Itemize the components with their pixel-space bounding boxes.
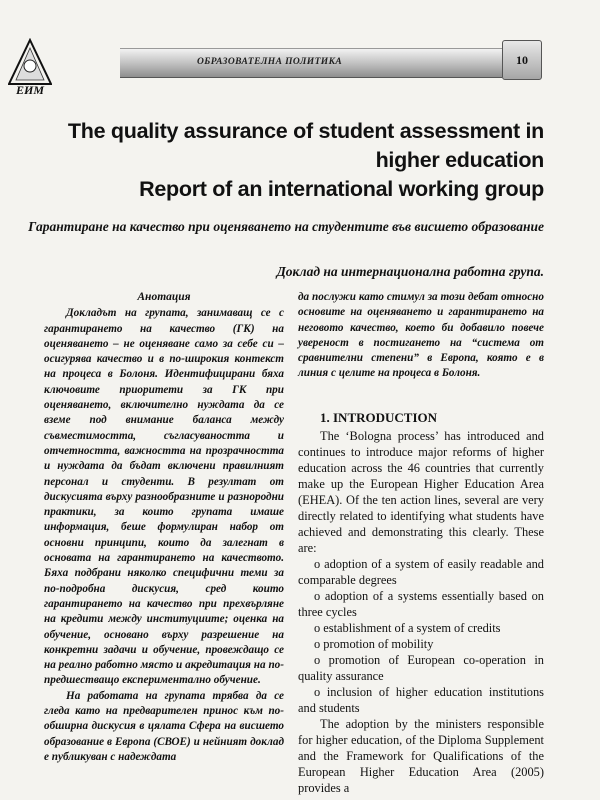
introduction-body	[298, 428, 544, 796]
abstract-paragraph: Докладът на групата, занимаващ се с гарантирането на качество (ГК) на оценяването – не оценяване само за себе си – осигурява качество и в по-широкия контекст на процеса в Болоня. Идентифицирани бяха ключовите приоритети за ГК при оценяването, включително нуждата да се вземе под внимание баланса между съвместимостта, съгласуваността и отчетността, важността на прозрачността и нуждата да бъдат включени правилният персонал и студенти. В резултат от дискусията върху разнообразните и разнородни практики, за които групата имаше информация, беше формулиран набор от основни принципи, които да залегнат в основата на гарантирането на качеството. Бяха подбрани няколко специфични теми за по-подробна дискусия, сред които гарантирането на качество при прехвърляне на кредити между институциите; оценка на обучение, основано върху разрешение на конкретни задачи и обучение, провеждащо се на реално работно място и акредитация на по-предшестващо експериментално обучение.	[44, 307, 284, 687]
journal-name: ОБРАЗОВАТЕЛНА ПОЛИТИКА	[197, 57, 343, 67]
intro-paragraph: The ‘Bologna process’ has introduced and continues to introduce major reforms of higher education across the 46 countries that currently make up the European Higher Education Area (EHEA). Of the ten action lines, several are very directly related to identifying what students have achieved and demonstrating this clearly. These are:	[298, 429, 544, 555]
page-number-tab	[502, 40, 542, 80]
title-line-3: Report of an international working group	[139, 177, 544, 201]
svg-text:ЕИМ: ЕИМ	[15, 83, 45, 96]
title-line-1: The quality assurance of student assessment in	[67, 119, 544, 143]
list-item: o inclusion of higher education institutions and students	[298, 685, 544, 715]
journal-header-bar	[120, 48, 502, 78]
list-item: o promotion of mobility	[314, 637, 434, 651]
title-line-2: higher education	[375, 148, 544, 172]
list-item: o promotion of European co-operation in quality assurance	[298, 653, 544, 683]
list-item: o establishment of a system of credits	[314, 621, 501, 635]
abstract-continuation-text: да послужи като стимул за този дебат относно основите на оценяването и гарантирането на неговото качество, което би добавило повече увереност в постигането на “система от сравнителни степени” в Европа, която е в линия с целите на процеса в Болоня.	[298, 291, 544, 380]
abstract-paragraph: На работата на групата трябва да се гледа като на предварителен принос към по-обширна дискусия в цялата Сфера на висшето образование в Европа (СВОЕ) и нейният доклад е публикуван с надеждата	[44, 689, 284, 763]
article-title	[24, 117, 544, 204]
abstract-heading: Анотация	[137, 291, 191, 303]
list-item: o adoption of a systems essentially based on three cycles	[298, 589, 544, 619]
article-subtitle-bg: Гарантиране на качество при оценяването на студентите във висшето образование	[28, 219, 544, 234]
list-item: o adoption of a system of easily readable and comparable degrees	[298, 557, 544, 587]
journal-logo	[8, 38, 52, 96]
abstract-continuation	[298, 290, 544, 382]
logo-triangle-icon	[8, 38, 52, 96]
report-subtitle-bg: Доклад на интернационална работна група.	[276, 264, 544, 279]
abstract-column	[44, 290, 284, 765]
page-number: 10	[516, 53, 528, 67]
introduction-heading: 1. INTRODUCTION	[320, 410, 438, 425]
intro-paragraph: The adoption by the ministers responsible for higher education, of the Diploma Supplement and the Framework for Qualifications of the European Higher Education Area (2005) provides a	[298, 717, 544, 795]
